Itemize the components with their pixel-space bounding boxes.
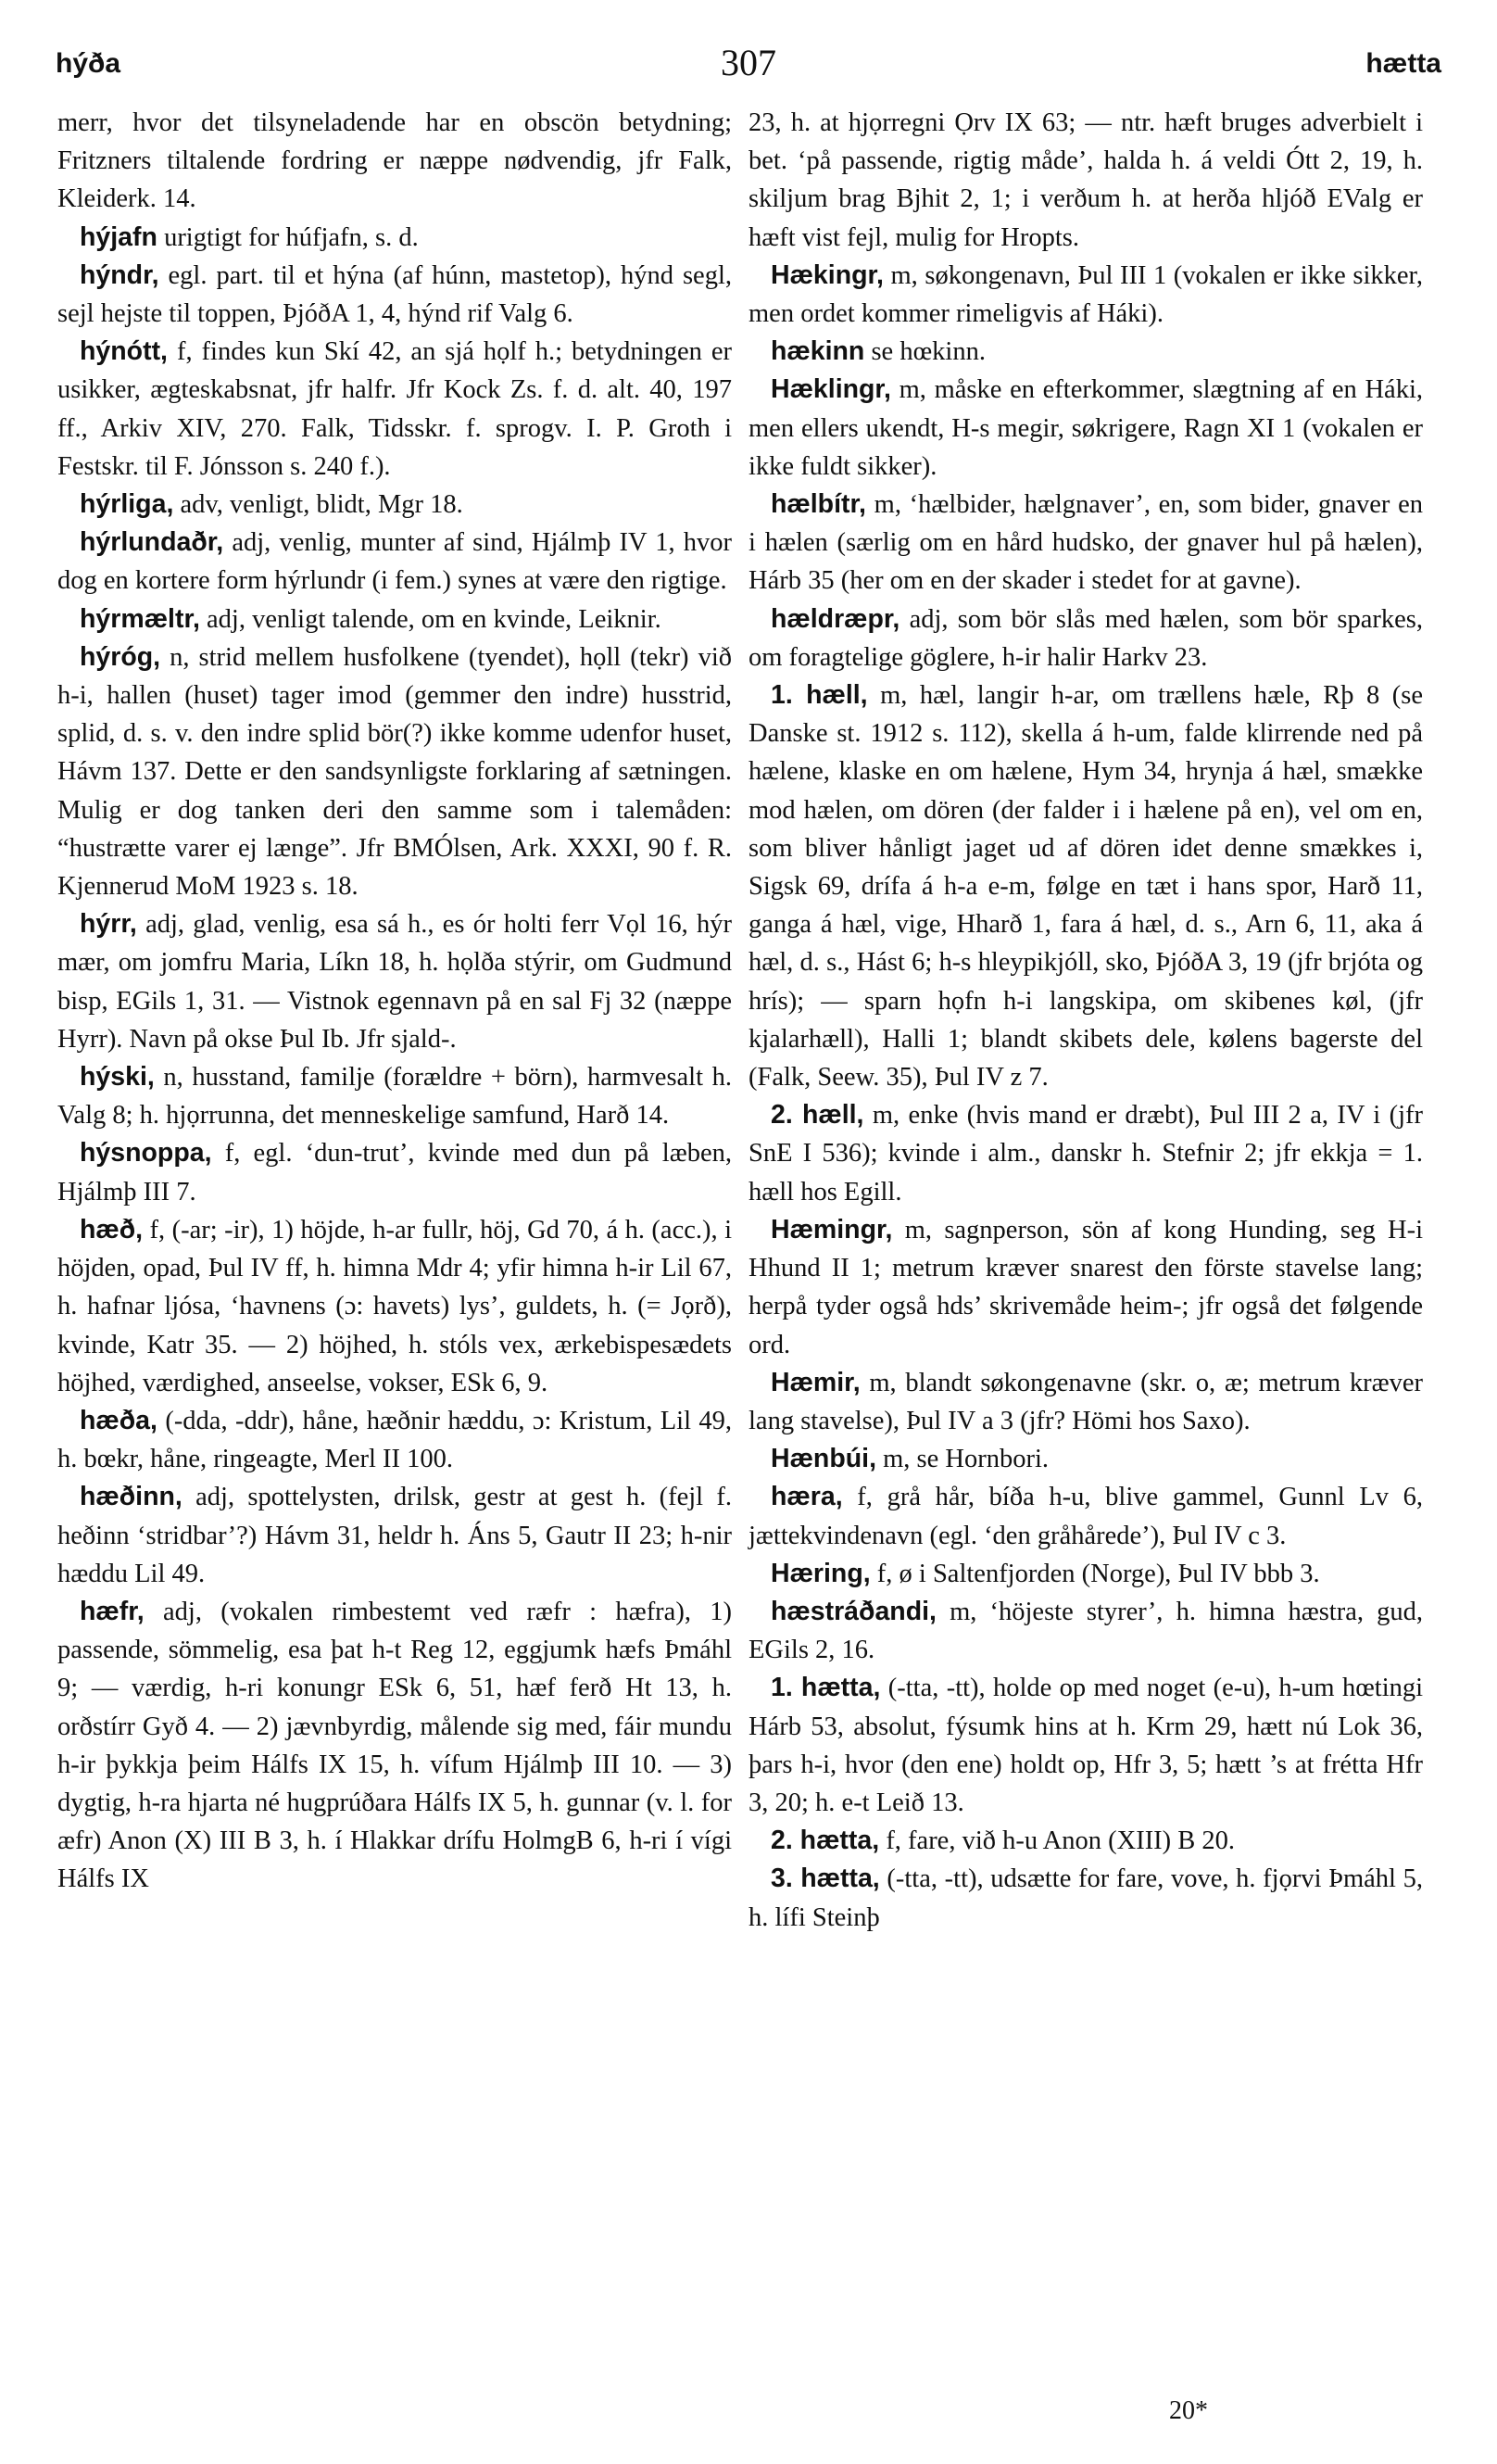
dictionary-entry: [748, 1669, 1423, 1822]
entry-headword: hýróg,: [80, 641, 161, 672]
dictionary-entry: [57, 905, 732, 1058]
dictionary-entry: [748, 1364, 1423, 1440]
entry-text: m, måske en efterkommer, slægtning af en Háki, men ellers ukendt, H-s megir, søkrigere, Ragn XI 1 (vokalen er ikke fuldt sikker).: [748, 375, 1423, 481]
page-number: 307: [721, 42, 776, 83]
entry-headword: 1. hætta,: [771, 1673, 881, 1703]
dictionary-entry: [57, 486, 732, 524]
dictionary-entry: [57, 638, 732, 905]
entry-text: f, egl. ‘dun-trut’, kvinde med dun på læben, Hjálmþ III 7.: [57, 1139, 732, 1207]
entry-headword: hæð,: [80, 1214, 144, 1245]
dictionary-entry: [748, 1555, 1423, 1593]
entry-headword: 2. hæll,: [771, 1100, 864, 1131]
entry-headword: 2. hætta,: [771, 1826, 880, 1856]
entry-text: m, søkongenavn, Þul III 1 (vokalen er ikke sikker, men ordet kommer rimeligvis af Háki).: [748, 260, 1424, 329]
dictionary-entry: [748, 600, 1423, 676]
dictionary-entry: [57, 1478, 732, 1593]
dictionary-entry: [748, 486, 1423, 600]
entry-text: adj, venligt talende, om en kvinde, Leiknir.: [207, 604, 661, 634]
entry-headword: Hæmingr,: [771, 1214, 893, 1245]
entry-headword: hýndr,: [80, 259, 159, 290]
entry-text: se hœkinn.: [871, 337, 986, 367]
entry-text: m, sagnperson, sön af kong Hunding, seg H-i Hhund II 1; metrum kræver snarest den förste stavelse lang; herpå tyder også hds’ skrivemåde heim-; jfr også det følgende ord.: [748, 1215, 1423, 1359]
dictionary-entry: [57, 524, 732, 600]
dictionary-entry: [57, 333, 732, 486]
entry-text: urigtigt for húfjafn, s. d.: [164, 222, 419, 252]
entry-text: f, findes kun Skí 42, an sjá họlf h.; betydningen er usikker, ægteskabsnat, jfr halfr. Jfr Kock Zs. f. d. alt. 40, 197 ff., Arkiv XIV, 270. Falk, Tidsskr. f. sprogv. I. P. Groth i Festskr. til F. Jónsson s. 240 f.).: [57, 337, 733, 481]
entry-text: merr, hvor det tilsyneladende har en obscön betydning; Fritzners tiltalende fordring er næppe nødvendig, jfr Falk, Kleiderk. 14.: [57, 108, 732, 214]
dictionary-entry: [57, 1402, 732, 1478]
entry-text: f, fare, við h-u Anon (XIII) B 20.: [886, 1826, 1236, 1856]
dictionary-entry: [748, 333, 1423, 371]
dictionary-entry: [748, 257, 1423, 333]
entry-text: (-dda, -ddr), håne, hæðnir hæddu, ɔ: Kristum, Lil 49, h. bœkr, håne, ringeagte, Merl II 100.: [57, 1406, 733, 1474]
entry-text: n, strid mellem husfolkene (tyendet), họll (tekr) við h-i, hallen (huset) tager imod (gemmer den indre) husstrid, splid, d. s. v. den indre splid bör(?) ikke komme udenfor huset, Hávm 137. Dette er den sandsynligste forklaring af sætningen. Mulig er dog tanken deri den samme som i talemåden: “hustrætte varer ej længe”. Jfr BMÓlsen, Ark. XXXI, 90 f. R. Kjennerud MoM 1923 s. 18.: [57, 642, 733, 902]
entry-headword: hæstráðandi,: [771, 1596, 937, 1626]
signature-mark: 20*: [1169, 2396, 1208, 2425]
entry-headword: Hækingr,: [771, 259, 884, 290]
entry-headword: Hæmir,: [771, 1367, 861, 1397]
page-header: [56, 35, 1441, 91]
entry-text: m, enke (hvis mand er dræbt), Þul III 2 a, IV i (jfr SnE I 536); kvinde i alm., danskr h. Stefnir 2; jfr ekkja = 1. hæll hos Egill.: [748, 1101, 1423, 1207]
dictionary-entry: [748, 1096, 1423, 1211]
entry-text: adv, venligt, blidt, Mgr 18.: [180, 490, 463, 520]
entry-headword: hæða,: [80, 1405, 157, 1435]
dictionary-entry: [57, 1211, 732, 1402]
entry-headword: hýrr,: [80, 909, 137, 940]
entry-text: m, se Hornbori.: [883, 1445, 1050, 1474]
dictionary-entry: [57, 1058, 732, 1134]
entry-text: f, grå hår, bíða h-u, blive gammel, Gunnl Lv 6, jættekvindenavn (egl. ‘den gråhårede’), Þul IV c 3.: [748, 1483, 1424, 1550]
entry-headword: Hæring,: [771, 1558, 871, 1588]
dictionary-entry: [57, 219, 732, 257]
entry-text: (-tta, -tt), holde op med noget (e-u), h-um hœtingi Hárb 53, absolut, fýsumk hins at h. Krm 29, hætt nú Lok 36, þars h-i, hvor (den ene) holdt op, Hfr 3, 5; hætt ’s at frétta Hfr 3, 20; h. e-t Leið 13.: [748, 1674, 1424, 1817]
dictionary-entry: [57, 1593, 732, 1899]
left-column: [57, 104, 732, 1899]
dictionary-entry: [57, 104, 732, 219]
entry-text: m, hæl, langir h-ar, om trællens hæle, Rþ 8 (se Danske st. 1912 s. 112), skella á h-um, falde klirrende ned på hælene, klaske en om hælene, Hym 34, hrynja á hæl, smække mod hælen, om dören (der falder i i hælene på en), vel om en, som bliver hånligt jaget ud af dören idet denne smækkes i, Sigsk 69, drífa á h-a e-m, følge en tæt i hans spor, Harð 11, ganga á hæl, vige, Hharð 1, fara á hæl, d. s., Arn 6, 11, aka á hæl, d. s., Hást 6; h-s hleypikjóll, sko, ÞjóðA 3, 19 (jfr brjóta og hrís); — sparn họfn h-i langskipa, om skibenes køl, (jfr kjalarhæll), Halli 1; blandt skibets dele, kølens bagerste del (Falk, Seew. 35), Þul IV z 7.: [748, 681, 1423, 1093]
entry-headword: 3. hætta,: [771, 1864, 880, 1894]
dictionary-entry: [748, 676, 1423, 1096]
entry-headword: hæra,: [771, 1482, 843, 1512]
entry-text: f, (-ar; -ir), 1) höjde, h-ar fullr, höj, Gd 70, á h. (acc.), i höjden, opad, Þul IV ff, h. himna Mdr 4; yfir himna h-ir Lil 67, h. hafnar ljósa, ‘havnens (ɔ: havets) lys’, guldets, h. (= Jọrð), kvinde, Katr 35. — 2) höjhed, h. stóls vex, ærkebispesædets höjhed, værdighed, anseelse, vokser, ESk 6, 9.: [57, 1215, 732, 1397]
entry-headword: hældræpr,: [771, 603, 900, 634]
entry-headword: 1. hæll,: [771, 680, 868, 711]
entry-headword: hækinn: [771, 336, 865, 367]
dictionary-entry: [748, 1440, 1423, 1478]
entry-text: adj, (vokalen rimbestemt ved ræfr : hæfra), 1) passende, sömmelig, esa þat h-t Reg 12, eggjumk hæfs Þmáhl 9; — værdig, h-ri konungr ESk 6, 51, hæf ferð Ht 13, h. orðstírr Gyð 4. — 2) jævnbyrdig, målende sig med, fáir mundu h-ir þykkja þeim Hálfs IX 15, h. vífum Hjálmþ III 10. — 3) dygtig, h-ra hjarta né hugprúðara Hálfs IX 5, h. gunnar (v. l. for æfr) Anon (X) III B 3, h. í Hlakkar drífu HolmgB 6, h-ri í vígi Hálfs IX: [57, 1597, 733, 1894]
dictionary-entry: [57, 1134, 732, 1210]
entry-text: adj, venlig, munter af sind, Hjálmþ IV 1, hvor dog en kortere form hýrlundr (i fem.) synes at være den rigtige.: [57, 528, 733, 596]
entry-headword: Hæklingr,: [771, 374, 891, 405]
entry-text: adj, som bör slås med hælen, som bör sparkes, om foragtelige göglere, h-ir halir Harkv 23.: [748, 604, 1424, 672]
entry-text: adj, spottelysten, drilsk, gestr at gest h. (fejl f. heðinn ‘stridbar’?) Hávm 31, heldr h. Áns 5, Gautr II 23; h-nir hæddu Lil 49.: [57, 1483, 733, 1588]
entry-headword: hýrliga,: [80, 489, 174, 520]
dictionary-entry: [748, 1860, 1423, 1936]
entry-headword: hýski,: [80, 1062, 155, 1093]
entry-text: (-tta, -tt), udsætte for fare, vove, h. fjọrvi Þmáhl 5, h. lífi Steinþ: [748, 1864, 1424, 1932]
entry-text: m, ‘hælbider, hælgnaver’, en, som bider, gnaver en i hælen (særlig om en hård hudsko, der gnaver hul på hælen), Hárb 35 (her om en der skader i stedet for at gavne).: [748, 490, 1424, 596]
entry-text: egl. part. til et hýna (af húnn, mastetop), hýnd segl, sejl hejste til toppen, ÞjóðA 1, 4, hýnd rif Valg 6.: [57, 260, 733, 329]
entry-text: f, ø i Saltenfjorden (Norge), Þul IV bbb 3.: [876, 1559, 1320, 1588]
entry-text: m, ‘höjeste styrer’, h. himna hæstra, gud, EGils 2, 16.: [748, 1597, 1423, 1665]
entry-headword: hæfr,: [80, 1596, 145, 1626]
entry-headword: hýrmæltr,: [80, 603, 200, 634]
dictionary-entry: [748, 1822, 1423, 1860]
entry-text: n, husstand, familje (forældre + börn), harmvesalt h. Valg 8; h. hjọrrunna, det menneskelige samfund, Harð 14.: [57, 1063, 733, 1131]
entry-headword: Hænbúi,: [771, 1444, 876, 1474]
dictionary-entry: [57, 600, 732, 638]
entry-headword: hælbítr,: [771, 489, 866, 520]
running-headword-left: hýða: [56, 48, 121, 79]
dictionary-entry: [748, 1593, 1423, 1669]
dictionary-entry: [748, 1211, 1423, 1364]
dictionary-entry: [748, 104, 1423, 257]
entry-text: 23, h. at hjọrregni Ọrv IX 63; — ntr. hæft bruges adverbielt i bet. ‘på passende, rigtig måde’, halda h. á veldi Ótt 2, 19, h. skiljum brag Bjhit 2, 1; i verðum h. at herða hljóð EValg er hæft vist fejl, mulig for Hropts.: [748, 108, 1423, 252]
dictionary-entry: [748, 1478, 1423, 1554]
entry-headword: hýnótt,: [80, 336, 168, 367]
entry-headword: hýrlundaðr,: [80, 527, 224, 558]
running-headword-right: hætta: [1365, 48, 1441, 79]
entry-text: m, blandt søkongenavne (skr. o, æ; metrum kræver lang stavelse), Þul IV a 3 (jfr? Hömi hos Saxo).: [748, 1368, 1423, 1435]
entry-text: adj, glad, venlig, esa sá h., es ór holti ferr Vọl 16, hýr mær, om jomfru Maria, Líkn 18, h. họlða stýrir, om Gudmund bisp, EGils 1, 31. — Vistnok egennavn på en sal Fj 32 (næppe Hyrr). Navn på okse Þul Ib. Jfr sjald-.: [57, 910, 733, 1054]
right-column: [748, 104, 1423, 1937]
entry-headword: hæðinn,: [80, 1482, 182, 1512]
dictionary-entry: [57, 257, 732, 333]
entry-headword: hýjafn: [80, 221, 157, 252]
entry-headword: hýsnoppa,: [80, 1138, 212, 1169]
dictionary-entry: [748, 371, 1423, 486]
